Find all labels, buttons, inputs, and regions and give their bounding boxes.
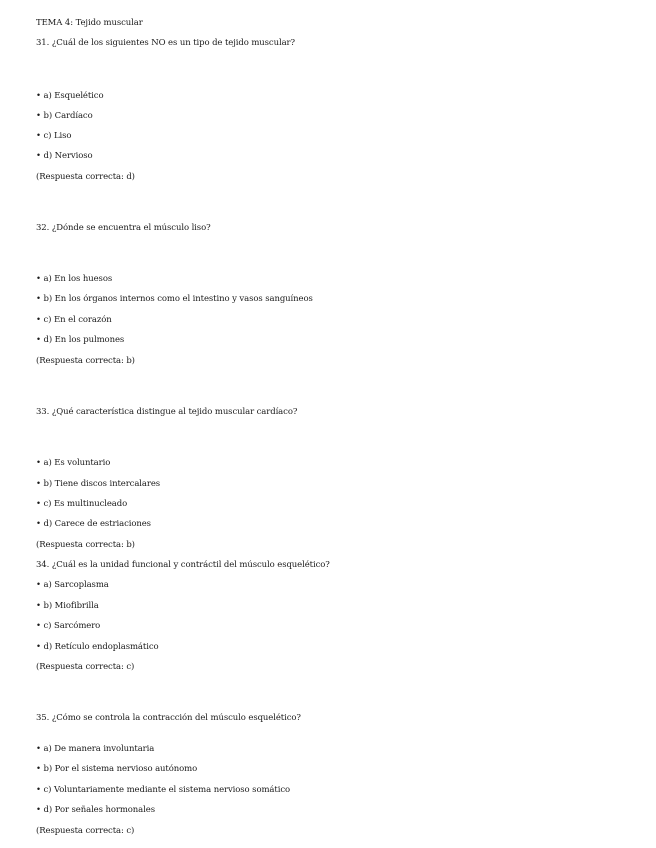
question-33-option-d: • d) Carece de estriaciones [36, 519, 151, 529]
question-35-option-c: • c) Voluntariamente mediante el sistema nervioso somático [36, 785, 290, 795]
question-34-option-a: • a) Sarcoplasma [36, 580, 109, 590]
question-31-answer: (Respuesta correcta: d) [36, 172, 135, 182]
question-32-option-c: • c) En el corazón [36, 315, 112, 325]
question-33-option-c: • c) Es multinucleado [36, 499, 128, 509]
question-33-text: 33. ¿Qué característica distingue al tejido muscular cardíaco? [36, 407, 298, 417]
question-34-option-c: • c) Sarcómero [36, 621, 101, 631]
question-32-option-a: • a) En los huesos [36, 274, 113, 284]
question-35-option-b: • b) Por el sistema nervioso autónomo [36, 764, 198, 774]
question-31-option-b: • b) Cardíaco [36, 111, 93, 121]
question-33-option-a: • a) Es voluntario [36, 458, 111, 468]
question-33-answer: (Respuesta correcta: b) [36, 540, 135, 550]
question-32-option-b: • b) En los órganos internos como el intestino y vasos sanguíneos [36, 294, 313, 304]
question-34-answer: (Respuesta correcta: c) [36, 662, 135, 672]
question-31-text: 31. ¿Cuál de los siguientes NO es un tipo de tejido muscular? [36, 38, 295, 48]
question-32-text: 32. ¿Dónde se encuentra el músculo liso? [36, 223, 211, 233]
question-31-option-c: • c) Liso [36, 131, 72, 141]
question-31-option-d: • d) Nervioso [36, 151, 93, 161]
document-title: TEMA 4: Tejido muscular [36, 18, 143, 28]
question-34-option-d: • d) Retículo endoplasmático [36, 642, 159, 652]
question-34-option-b: • b) Miofibrilla [36, 601, 99, 611]
question-33-option-b: • b) Tiene discos intercalares [36, 479, 161, 489]
question-32-option-d: • d) En los pulmones [36, 335, 125, 345]
question-35-option-d: • d) Por señales hormonales [36, 805, 155, 815]
question-35-option-a: • a) De manera involuntaria [36, 744, 155, 754]
question-34-text: 34. ¿Cuál es la unidad funcional y contráctil del músculo esquelético? [36, 560, 330, 570]
question-31-option-a: • a) Esquelético [36, 91, 104, 101]
question-35-text: 35. ¿Cómo se controla la contracción del músculo esquelético? [36, 713, 301, 723]
question-32-answer: (Respuesta correcta: b) [36, 356, 135, 366]
question-35-answer: (Respuesta correcta: c) [36, 826, 135, 836]
